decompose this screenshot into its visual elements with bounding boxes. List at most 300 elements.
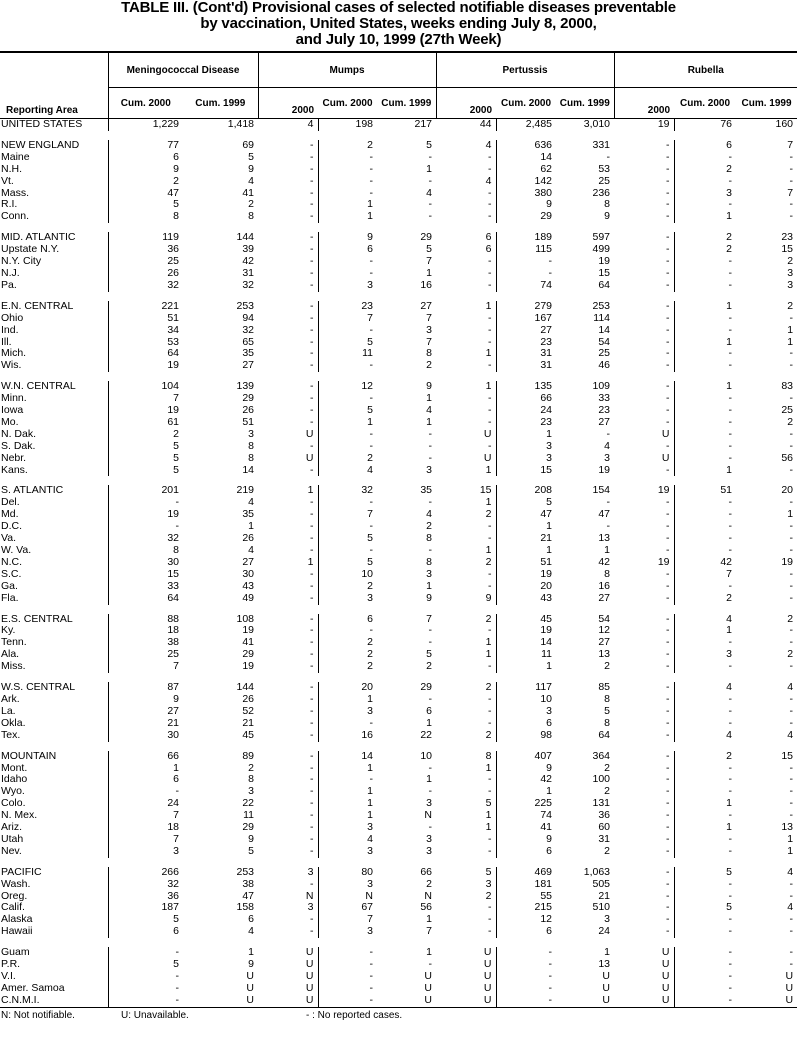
value-cell: - <box>666 279 670 291</box>
value-cell: - <box>666 440 670 452</box>
value-cell: 29 <box>242 649 255 661</box>
value-cell: 3 <box>318 926 377 938</box>
value-cell: - <box>310 625 314 637</box>
value-cell: 66 <box>108 751 183 763</box>
value-cell: 1 <box>604 545 611 556</box>
value-cell: 64 <box>108 593 183 605</box>
value-cell: U <box>246 994 255 1006</box>
value-cell: 22 <box>242 798 255 810</box>
value-cell: 64 <box>598 729 611 741</box>
title-line-2: by vaccination, United States, weeks ending July 8, 2000, <box>200 15 597 32</box>
value-cell: - <box>488 774 492 786</box>
table-row <box>0 763 797 775</box>
value-cell: - <box>496 983 556 995</box>
reporting-area-cell: Ky. <box>1 625 16 637</box>
reporting-area-cell: PACIFIC <box>1 866 42 878</box>
spacer-row <box>0 131 797 140</box>
value-cell: 46 <box>598 360 611 372</box>
value-cell: 5 <box>108 453 183 465</box>
value-cell: 198 <box>318 119 377 131</box>
table-row <box>0 867 797 879</box>
table-row <box>0 199 797 211</box>
value-cell: 380 <box>496 188 556 200</box>
reporting-area-cell: UNITED STATES <box>1 118 83 130</box>
value-cell: - <box>108 521 183 533</box>
value-cell: 3 <box>318 822 377 834</box>
value-cell: - <box>310 613 314 625</box>
value-cell: 8 <box>604 717 611 729</box>
value-cell: 7 <box>108 393 183 405</box>
value-cell: 8 <box>248 452 255 464</box>
value-cell: 9 <box>496 763 556 775</box>
value-cell: - <box>674 348 736 360</box>
value-cell: - <box>674 706 736 718</box>
table-row <box>0 337 797 349</box>
value-cell: 3 <box>318 879 377 891</box>
table-row <box>0 706 797 718</box>
value-cell: - <box>674 947 736 959</box>
footnote-not-notifiable: N: Not notifiable. <box>1 1009 75 1021</box>
value-cell: 21 <box>496 533 556 545</box>
value-cell: 33 <box>598 393 611 405</box>
value-cell: - <box>318 497 377 509</box>
value-cell: - <box>789 705 794 717</box>
reporting-area-cell: Miss. <box>1 661 26 673</box>
value-cell: - <box>674 959 736 971</box>
value-cell: - <box>310 729 314 741</box>
value-cell: - <box>488 279 492 291</box>
value-cell: 6 <box>485 244 492 256</box>
value-cell: U <box>661 994 670 1006</box>
reporting-area-cell: V.I. <box>1 971 16 982</box>
value-cell: 1 <box>318 199 377 211</box>
value-cell: 38 <box>108 637 183 649</box>
value-cell: 5 <box>108 465 183 477</box>
value-cell: 117 <box>496 682 556 694</box>
value-cell: - <box>674 313 736 325</box>
value-cell: U <box>483 947 492 959</box>
table-row <box>0 164 797 176</box>
value-cell: - <box>674 509 736 521</box>
reporting-area-cell: Fla. <box>1 592 19 604</box>
value-cell: - <box>666 902 670 914</box>
value-cell: 7 <box>787 139 794 151</box>
value-cell: - <box>666 175 670 187</box>
value-cell: - <box>310 199 314 211</box>
value-cell: 18 <box>108 822 183 834</box>
value-cell: - <box>488 845 492 857</box>
reporting-area-cell: P.R. <box>1 959 21 971</box>
value-cell: - <box>666 256 670 268</box>
value-cell: - <box>674 360 736 372</box>
value-cell: - <box>318 625 377 637</box>
value-cell: 3 <box>426 845 433 857</box>
value-cell: 5 <box>496 497 556 509</box>
value-cell: - <box>674 637 736 649</box>
value-cell: 77 <box>108 140 183 152</box>
value-cell: - <box>606 151 611 163</box>
value-cell: 167 <box>496 313 556 325</box>
value-cell: - <box>310 661 314 673</box>
value-cell: 2 <box>485 613 492 625</box>
col-header: Cum. 2000 <box>318 88 377 119</box>
value-cell: 66 <box>496 393 556 405</box>
value-cell: - <box>674 533 736 545</box>
value-cell: 1 <box>485 464 492 476</box>
value-cell: U <box>483 428 492 440</box>
value-cell: - <box>488 661 492 673</box>
reporting-area-cell: W.S. CENTRAL <box>1 682 76 694</box>
value-cell: - <box>428 693 433 705</box>
value-cell: 1 <box>674 465 736 477</box>
value-cell: - <box>428 497 433 509</box>
value-cell: 2 <box>787 416 794 428</box>
value-cell: U <box>661 982 670 994</box>
col-header: 2000 <box>614 88 674 119</box>
value-cell: - <box>666 833 670 845</box>
value-cell: - <box>789 428 794 440</box>
value-cell: - <box>310 232 314 244</box>
value-cell: 2 <box>604 845 611 857</box>
value-cell: - <box>318 995 377 1007</box>
value-cell: 19 <box>496 569 556 581</box>
table-row <box>0 730 797 742</box>
value-cell: 94 <box>242 312 255 324</box>
table-row <box>0 405 797 417</box>
reporting-area-cell: Ohio <box>1 312 24 324</box>
value-cell: 29 <box>420 682 433 694</box>
reporting-area-cell: Tex. <box>1 729 21 741</box>
value-cell: - <box>789 661 794 673</box>
value-cell: - <box>310 786 314 798</box>
value-cell: 14 <box>496 637 556 649</box>
value-cell: 407 <box>496 751 556 763</box>
value-cell: - <box>318 774 377 786</box>
value-cell: - <box>789 568 794 580</box>
value-cell: - <box>789 810 794 822</box>
value-cell: 5 <box>108 959 183 971</box>
value-cell: 7 <box>318 313 377 325</box>
value-cell: - <box>674 763 736 775</box>
col-header: Cum. 2000 <box>108 88 183 119</box>
value-cell: - <box>666 139 670 151</box>
value-cell: 39 <box>242 244 255 256</box>
value-cell: - <box>666 682 670 694</box>
title-line-1: TABLE III. (Cont'd) Provisional cases of selected notifiable diseases preventable <box>121 0 676 16</box>
value-cell: 331 <box>592 139 611 151</box>
reporting-area-cell: La. <box>1 705 16 717</box>
group-header-meningococcal: Meningococcal Disease <box>108 52 258 88</box>
value-cell: - <box>318 152 377 164</box>
value-cell: 4 <box>674 730 736 742</box>
value-cell: 21 <box>108 718 183 730</box>
value-cell: - <box>666 405 670 417</box>
value-cell: 1 <box>674 211 736 223</box>
reporting-area-cell: Mont. <box>1 762 28 774</box>
reporting-area-cell: Ind. <box>1 324 19 336</box>
col-header: Cum. 1999 <box>377 88 436 119</box>
value-cell: - <box>789 786 794 798</box>
value-cell: - <box>674 914 736 926</box>
spacer-cell <box>0 476 797 485</box>
value-cell: 3 <box>318 846 377 858</box>
spacer-row <box>0 476 797 485</box>
group-header-mumps: Mumps <box>258 52 436 88</box>
value-cell: 22 <box>420 729 433 741</box>
value-cell: 4 <box>787 902 794 914</box>
value-cell: - <box>674 429 736 441</box>
value-cell: - <box>318 718 377 730</box>
value-cell: - <box>674 280 736 292</box>
value-cell: U <box>661 959 670 971</box>
value-cell: 61 <box>108 417 183 429</box>
value-cell: - <box>310 649 314 661</box>
value-cell: U <box>246 971 255 982</box>
value-cell: 1 <box>674 381 736 393</box>
value-cell: 3 <box>318 706 377 718</box>
value-cell: - <box>674 846 736 858</box>
value-cell: - <box>488 533 492 545</box>
value-cell: 16 <box>598 580 611 592</box>
value-cell: - <box>789 762 794 774</box>
spacer-cell <box>0 605 797 614</box>
value-cell: 41 <box>496 822 556 834</box>
table-row <box>0 381 797 393</box>
value-cell: 1 <box>248 521 255 533</box>
reporting-area-cell: Utah <box>1 833 24 845</box>
value-cell: 1 <box>496 429 556 441</box>
table-row <box>0 637 797 649</box>
table-row <box>0 509 797 521</box>
reporting-area-header-blank <box>0 52 108 88</box>
value-cell: - <box>666 729 670 741</box>
value-cell: 19 <box>781 556 794 568</box>
value-cell: - <box>674 983 736 995</box>
value-cell: 32 <box>318 485 377 497</box>
table-row <box>0 593 797 605</box>
value-cell: - <box>310 139 314 151</box>
table-row <box>0 232 797 244</box>
table-row <box>0 485 797 497</box>
value-cell: - <box>488 833 492 845</box>
value-cell: - <box>428 452 433 464</box>
value-cell: - <box>488 914 492 926</box>
table-row <box>0 983 797 995</box>
value-cell: - <box>789 959 794 971</box>
value-cell: - <box>666 649 670 661</box>
value-cell: 23 <box>781 232 794 244</box>
value-cell: U <box>661 947 670 959</box>
reporting-area-cell: N.H. <box>1 163 22 175</box>
value-cell: 219 <box>236 485 255 497</box>
value-cell: 26 <box>108 268 183 280</box>
table-row <box>0 176 797 188</box>
value-cell: - <box>666 878 670 890</box>
value-cell: 1 <box>426 774 433 786</box>
value-cell: U <box>602 982 611 994</box>
reporting-area-cell: Tenn. <box>1 637 27 649</box>
value-cell: 53 <box>108 337 183 349</box>
reporting-area-cell: MID. ATLANTIC <box>1 232 76 244</box>
value-cell: - <box>674 810 736 822</box>
value-cell: - <box>488 926 492 938</box>
value-cell: 8 <box>426 556 433 568</box>
footnote-unavailable: U: Unavailable. <box>121 1009 189 1021</box>
value-cell: - <box>666 348 670 360</box>
table-row <box>0 947 797 959</box>
table-row <box>0 140 797 152</box>
value-cell: 2 <box>318 581 377 593</box>
spacer-row <box>0 372 797 381</box>
table-row <box>0 682 797 694</box>
value-cell: 2 <box>485 729 492 741</box>
value-cell: - <box>666 416 670 428</box>
reporting-area-cell: Calif. <box>1 902 25 914</box>
value-cell: 10 <box>318 569 377 581</box>
value-cell: - <box>666 661 670 673</box>
value-cell: - <box>789 533 794 545</box>
table-row <box>0 914 797 926</box>
table-row <box>0 774 797 786</box>
value-cell: 9 <box>248 833 255 845</box>
value-cell: - <box>310 267 314 279</box>
value-cell: - <box>108 497 183 509</box>
reporting-area-header: Reporting Area <box>0 88 108 119</box>
value-cell: - <box>789 890 794 902</box>
value-cell: N <box>318 891 377 903</box>
value-cell: 30 <box>242 568 255 580</box>
table-row <box>0 393 797 405</box>
value-cell: - <box>488 580 492 592</box>
value-cell: - <box>666 497 670 509</box>
value-cell: 41 <box>242 637 255 649</box>
table-row <box>0 846 797 858</box>
value-cell: 1 <box>485 822 492 834</box>
value-cell: - <box>674 521 736 533</box>
spacer-cell <box>0 673 797 682</box>
value-cell: 1 <box>108 763 183 775</box>
value-cell: - <box>318 176 377 188</box>
value-cell: 3 <box>248 786 255 798</box>
value-cell: 3 <box>496 453 556 465</box>
value-cell: - <box>789 393 794 405</box>
value-cell: 47 <box>496 509 556 521</box>
value-cell: - <box>318 545 377 557</box>
reporting-area-cell: N.Y. City <box>1 256 42 268</box>
value-cell: 217 <box>414 118 433 130</box>
value-cell: - <box>666 762 670 774</box>
spacer-cell <box>0 131 797 140</box>
table-row <box>0 441 797 453</box>
value-cell: - <box>310 568 314 580</box>
value-cell: 6 <box>496 926 556 938</box>
value-cell: 64 <box>108 348 183 360</box>
value-cell: - <box>789 926 794 938</box>
value-cell: 1 <box>307 556 314 568</box>
value-cell: - <box>488 360 492 372</box>
value-cell: 11 <box>318 348 377 360</box>
value-cell: 42 <box>496 774 556 786</box>
reporting-area-cell: Iowa <box>1 405 24 417</box>
value-cell: - <box>428 440 433 452</box>
reporting-area-cell: S. Dak. <box>1 440 36 452</box>
value-cell: - <box>666 926 670 938</box>
value-cell: 3 <box>674 649 736 661</box>
table-row <box>0 313 797 325</box>
value-cell: 3 <box>426 833 433 845</box>
value-cell: 4 <box>248 497 255 509</box>
value-cell: 9 <box>604 211 611 223</box>
value-cell: - <box>674 199 736 211</box>
value-cell: 5 <box>318 557 377 569</box>
value-cell: - <box>310 336 314 348</box>
reporting-area-cell: Hawaii <box>1 926 33 938</box>
value-cell: U <box>305 994 314 1006</box>
value-cell: 1 <box>485 348 492 360</box>
value-cell: 27 <box>242 360 255 372</box>
value-cell: 142 <box>496 176 556 188</box>
value-cell: - <box>666 300 670 312</box>
value-cell: 364 <box>592 750 611 762</box>
value-cell: 4 <box>318 465 377 477</box>
footnotes <box>0 1007 797 1021</box>
reporting-area-cell: Amer. Samoa <box>1 982 65 994</box>
value-cell: - <box>674 545 736 557</box>
value-cell: 9 <box>485 592 492 604</box>
value-cell: 5 <box>426 139 433 151</box>
table-row <box>0 649 797 661</box>
value-cell: 27 <box>598 637 611 649</box>
value-cell: 158 <box>236 902 255 914</box>
col-header: 2000 <box>258 88 318 119</box>
reporting-area-cell: C.N.M.I. <box>1 994 40 1006</box>
value-cell: 1 <box>426 393 433 405</box>
spacer-cell <box>0 742 797 751</box>
table-row <box>0 557 797 569</box>
value-cell: U <box>246 982 255 994</box>
value-cell: 3 <box>307 902 314 914</box>
value-cell: - <box>310 211 314 223</box>
value-cell: 3 <box>426 798 433 810</box>
table-row <box>0 256 797 268</box>
value-cell: 66 <box>420 866 433 878</box>
value-cell: 29 <box>242 822 255 834</box>
value-cell: - <box>789 497 794 509</box>
value-cell: - <box>310 717 314 729</box>
value-cell: - <box>108 995 183 1007</box>
reporting-area-cell: E.N. CENTRAL <box>1 300 74 312</box>
value-cell: 35 <box>242 509 255 521</box>
spacer-row <box>0 938 797 947</box>
value-cell: 9 <box>496 834 556 846</box>
value-cell: 15 <box>479 485 492 497</box>
value-cell: - <box>310 187 314 199</box>
table-row <box>0 822 797 834</box>
value-cell: - <box>310 705 314 717</box>
value-cell: N <box>305 890 314 902</box>
reporting-area-cell: Alaska <box>1 914 33 926</box>
value-cell: 3 <box>426 324 433 336</box>
value-cell: 23 <box>598 405 611 417</box>
value-cell: 4 <box>248 175 255 187</box>
value-cell: - <box>310 324 314 336</box>
table-row <box>0 879 797 891</box>
reporting-area-cell: Ga. <box>1 580 18 592</box>
value-cell: - <box>428 762 433 774</box>
table-row <box>0 325 797 337</box>
value-cell: 27 <box>598 592 611 604</box>
value-cell: 215 <box>496 902 556 914</box>
